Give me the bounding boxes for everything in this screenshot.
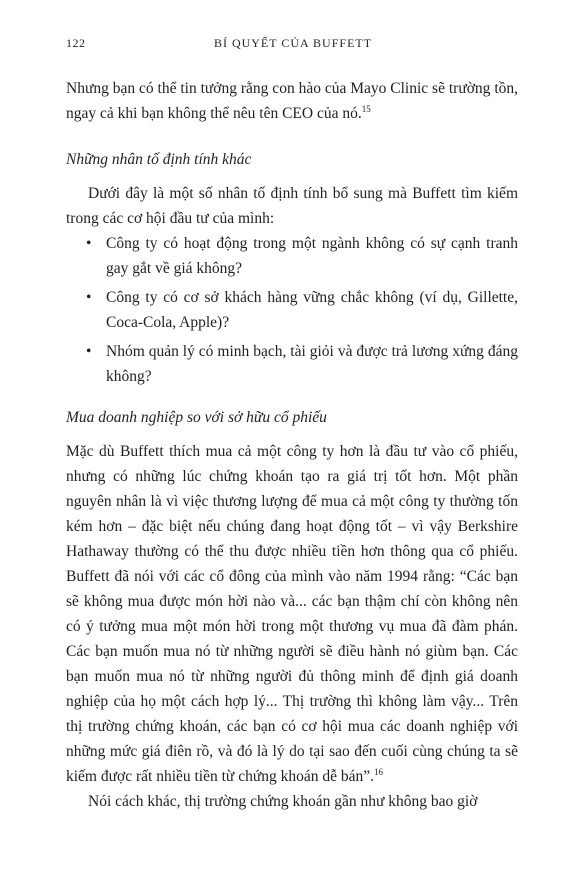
list-item-text: Nhóm quản lý có minh bạch, tài giỏi và được trả lương xứng đáng không? — [106, 343, 518, 385]
intro-paragraph — [66, 76, 518, 126]
page-number: 122 — [66, 36, 86, 50]
section2-paragraph — [66, 439, 518, 789]
running-title: BÍ QUYẾT CỦA BUFFETT — [213, 36, 373, 50]
bullet-list — [66, 231, 518, 389]
section-heading-business-vs-stock: Mua doanh nghiệp so với sở hữu cổ phiếu — [66, 409, 327, 426]
bullet-icon: • — [86, 289, 92, 306]
section2-paragraph-text: Mặc dù Buffett thích mua cả một công ty hơn là đầu tư vào cổ phiếu, nhưng có những lúc chứng khoán tạo ra giá trị tốt hơn. Một phần nguyên nhân là vì việc thương lượng để mua cả một công ty thường tốn kém hơn – đặc biệt nếu chúng đang hoạt động tốt – vì vậy Berkshire Hathaway thường có thể thu được nhiều tiền hơn thông qua cổ phiếu. Buffett đã nói với các cổ đông của mình vào năm 1994 rằng: “Các bạn sẽ không mua được món hời nào và... các bạn thậm chí còn không nên có ý tưởng mua một món hời trong một thương vụ mua đã đàm phán. Các bạn muốn mua nó từ những người sẽ điều hành nó giùm bạn. Các bạn muốn mua nó từ những người đủ thông minh để định giá doanh nghiệp của họ một cách hợp lý... Thị trường thì không làm vậy... Trên thị trường chứng khoán, các bạn có cơ hội mua các doanh nghiệp với những mức giá điên rồ, và đó là lý do tại sao đến cuối cùng chúng ta sẽ kiếm được rất nhiều tiền từ chứng khoán dễ bán”. — [66, 443, 518, 785]
list-item — [66, 231, 518, 281]
section-heading-qualitative: Những nhân tố định tính khác — [66, 151, 252, 168]
footnote-marker: 16 — [374, 767, 384, 777]
list-item — [66, 339, 518, 389]
running-header — [66, 36, 520, 52]
section1-paragraph: Dưới đây là một số nhân tố định tính bổ sung mà Buffett tìm kiếm trong các cơ hội đầu tư của mình: — [66, 185, 518, 227]
footnote-marker: 15 — [361, 104, 371, 114]
list-item-text: Công ty có hoạt động trong một ngành không có sự cạnh tranh gay gắt về giá không? — [106, 235, 518, 277]
section2-paragraph-continued: Nói cách khác, thị trường chứng khoán gần như không bao giờ — [88, 793, 478, 810]
bullet-icon: • — [86, 343, 92, 360]
page-body — [66, 76, 518, 814]
bullet-icon: • — [86, 235, 92, 252]
list-item-text: Công ty có cơ sở khách hàng vững chắc không (ví dụ, Gillette, Coca-Cola, Apple)? — [106, 289, 518, 331]
intro-text: Nhưng bạn có thể tin tưởng rằng con hào của Mayo Clinic sẽ trường tồn, ngay cả khi bạn không thể nêu tên CEO của nó. — [66, 80, 518, 122]
list-item — [66, 285, 518, 335]
